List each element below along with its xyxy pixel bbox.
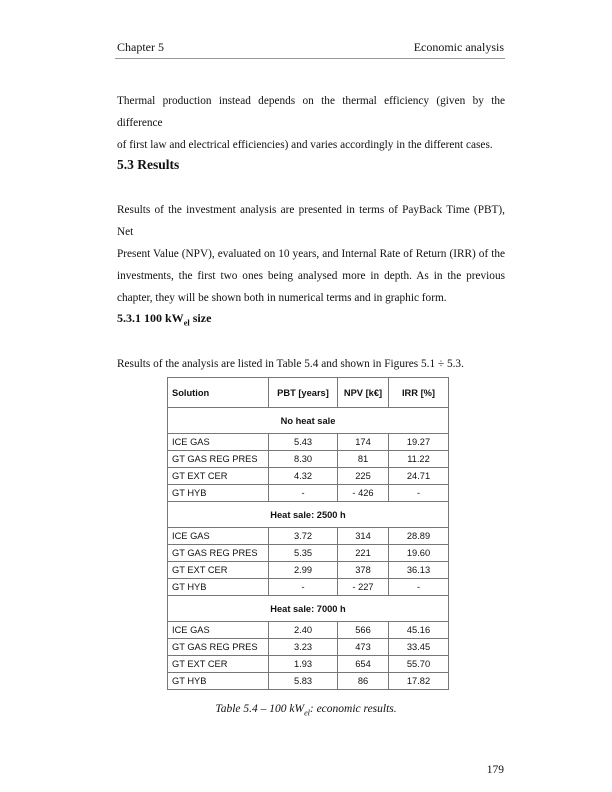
- npv-cell: 566: [338, 622, 389, 639]
- irr-cell: 19.60: [389, 545, 449, 562]
- solution-cell: ICE GAS: [168, 622, 269, 639]
- paragraph-results: [117, 199, 505, 309]
- solution-cell: GT GAS REG PRES: [168, 545, 269, 562]
- irr-cell: 45.16: [389, 622, 449, 639]
- table-row: [168, 639, 449, 656]
- header-title: Economic analysis: [413, 40, 504, 54]
- paragraph-table-ref: [117, 353, 505, 375]
- npv-cell: - 426: [338, 485, 389, 502]
- pbt-cell: 5.83: [269, 673, 338, 690]
- solution-cell: GT EXT CER: [168, 468, 269, 485]
- table-row: [168, 562, 449, 579]
- table-row: [168, 622, 449, 639]
- solution-cell: GT EXT CER: [168, 562, 269, 579]
- irr-cell: 17.82: [389, 673, 449, 690]
- table-section-row: [168, 408, 449, 434]
- npv-cell: - 227: [338, 579, 389, 596]
- table-row: [168, 434, 449, 451]
- pbt-cell: 8.30: [269, 451, 338, 468]
- text-line: Present Value (NPV), evaluated on 10 years, and Internal Rate of Return (IRR) of the: [117, 248, 505, 260]
- pbt-cell: 4.32: [269, 468, 338, 485]
- npv-cell: 81: [338, 451, 389, 468]
- subsection-prefix: 5.3.1 100 kW: [117, 311, 184, 325]
- npv-cell: 221: [338, 545, 389, 562]
- irr-cell: 36.13: [389, 562, 449, 579]
- subscript: el: [304, 708, 310, 718]
- table-section-row: [168, 502, 449, 528]
- subscript: el: [183, 318, 190, 328]
- irr-cell: -: [389, 485, 449, 502]
- section-title: Heat sale: 7000 h: [168, 596, 449, 622]
- column-header: PBT [years]: [269, 378, 338, 408]
- pbt-cell: 2.99: [269, 562, 338, 579]
- pbt-cell: 2.40: [269, 622, 338, 639]
- text-line: Results of the investment analysis are presented in terms of PayBack Time (PBT), Net: [117, 204, 505, 238]
- table-row: [168, 579, 449, 596]
- pbt-cell: 3.72: [269, 528, 338, 545]
- solution-cell: GT EXT CER: [168, 656, 269, 673]
- text-line: chapter, they will be shown both in numerical terms and in graphic form.: [117, 292, 447, 304]
- caption-prefix: Table 5.4 – 100 kW: [215, 703, 305, 715]
- solution-cell: GT HYB: [168, 485, 269, 502]
- solution-cell: GT HYB: [168, 673, 269, 690]
- solution-cell: ICE GAS: [168, 528, 269, 545]
- solution-cell: GT GAS REG PRES: [168, 639, 269, 656]
- npv-cell: 314: [338, 528, 389, 545]
- section-heading: 5.3 Results: [117, 157, 180, 172]
- pbt-cell: 1.93: [269, 656, 338, 673]
- table-row: [168, 673, 449, 690]
- table-row: [168, 656, 449, 673]
- column-header: NPV [k€]: [338, 378, 389, 408]
- table-header-row: [168, 378, 449, 408]
- table-caption: [0, 703, 612, 717]
- solution-cell: ICE GAS: [168, 434, 269, 451]
- section-title: No heat sale: [168, 408, 449, 434]
- text-line: Results of the analysis are listed in Table 5.4 and shown in Figures 5.1 ÷ 5.3.: [117, 358, 464, 370]
- table-section-row: [168, 596, 449, 622]
- irr-cell: 33.45: [389, 639, 449, 656]
- pbt-cell: 5.43: [269, 434, 338, 451]
- pbt-cell: 3.23: [269, 639, 338, 656]
- npv-cell: 86: [338, 673, 389, 690]
- text-line: investments, the first two ones being analysed more in depth. As in the previous: [117, 270, 505, 282]
- pbt-cell: -: [269, 579, 338, 596]
- table-row: [168, 451, 449, 468]
- npv-cell: 654: [338, 656, 389, 673]
- header-chapter: Chapter 5: [117, 40, 164, 54]
- column-header: IRR [%]: [389, 378, 449, 408]
- column-header: Solution: [168, 378, 269, 408]
- irr-cell: 19.27: [389, 434, 449, 451]
- table-row: [168, 485, 449, 502]
- table-row: [168, 468, 449, 485]
- paragraph-thermal: [117, 90, 505, 156]
- subsection-suffix: size: [189, 311, 212, 325]
- solution-cell: GT GAS REG PRES: [168, 451, 269, 468]
- text-line: Thermal production instead depends on the thermal efficiency (given by the difference: [117, 95, 505, 129]
- npv-cell: 174: [338, 434, 389, 451]
- page-number: 179: [486, 764, 504, 776]
- pbt-cell: 5.35: [269, 545, 338, 562]
- results-table: [167, 377, 449, 690]
- pbt-cell: -: [269, 485, 338, 502]
- irr-cell: 24.71: [389, 468, 449, 485]
- caption-suffix: : economic results.: [309, 703, 397, 715]
- subsection-heading: [117, 311, 211, 327]
- section-title: Heat sale: 2500 h: [168, 502, 449, 528]
- irr-cell: 55.70: [389, 656, 449, 673]
- table-row: [168, 545, 449, 562]
- irr-cell: 28.89: [389, 528, 449, 545]
- irr-cell: 11.22: [389, 451, 449, 468]
- npv-cell: 473: [338, 639, 389, 656]
- text-line: of first law and electrical efficiencies) and varies accordingly in the different cases.: [117, 139, 493, 151]
- header-rule: [115, 58, 505, 59]
- npv-cell: 225: [338, 468, 389, 485]
- npv-cell: 378: [338, 562, 389, 579]
- solution-cell: GT HYB: [168, 579, 269, 596]
- table-row: [168, 528, 449, 545]
- irr-cell: -: [389, 579, 449, 596]
